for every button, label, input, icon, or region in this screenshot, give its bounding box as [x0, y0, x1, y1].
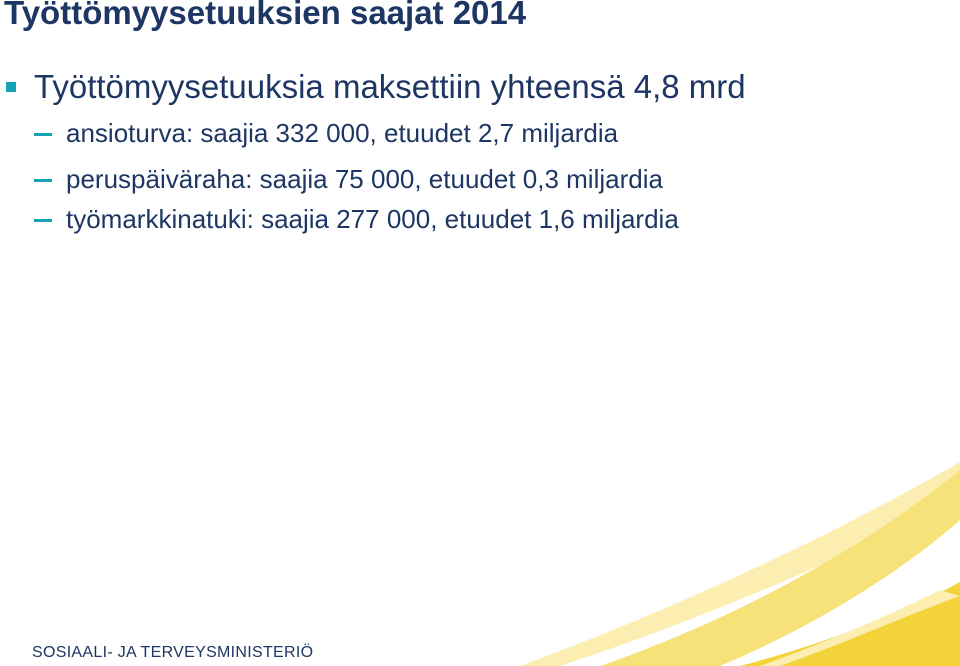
sub-bullet-text: työmarkkinatuki: saajia 277 000, etuudet 1,6 miljardia: [66, 204, 679, 234]
main-bullet-text: Työttömyysetuuksia maksettiin yhteensä 4,8 mrd: [34, 68, 746, 105]
sub-bullet-text: peruspäiväraha: saajia 75 000, etuudet 0,3 miljardia: [66, 164, 663, 194]
slide-title: Työttömyysetuuksien saajat 2014: [4, 0, 527, 31]
ministry-logo: SOSIAALI- JA TERVEYSMINISTERIÖ: [32, 644, 314, 661]
sub-bullet-text: ansioturva: saajia 332 000, etuudet 2,7 miljardia: [66, 118, 619, 148]
